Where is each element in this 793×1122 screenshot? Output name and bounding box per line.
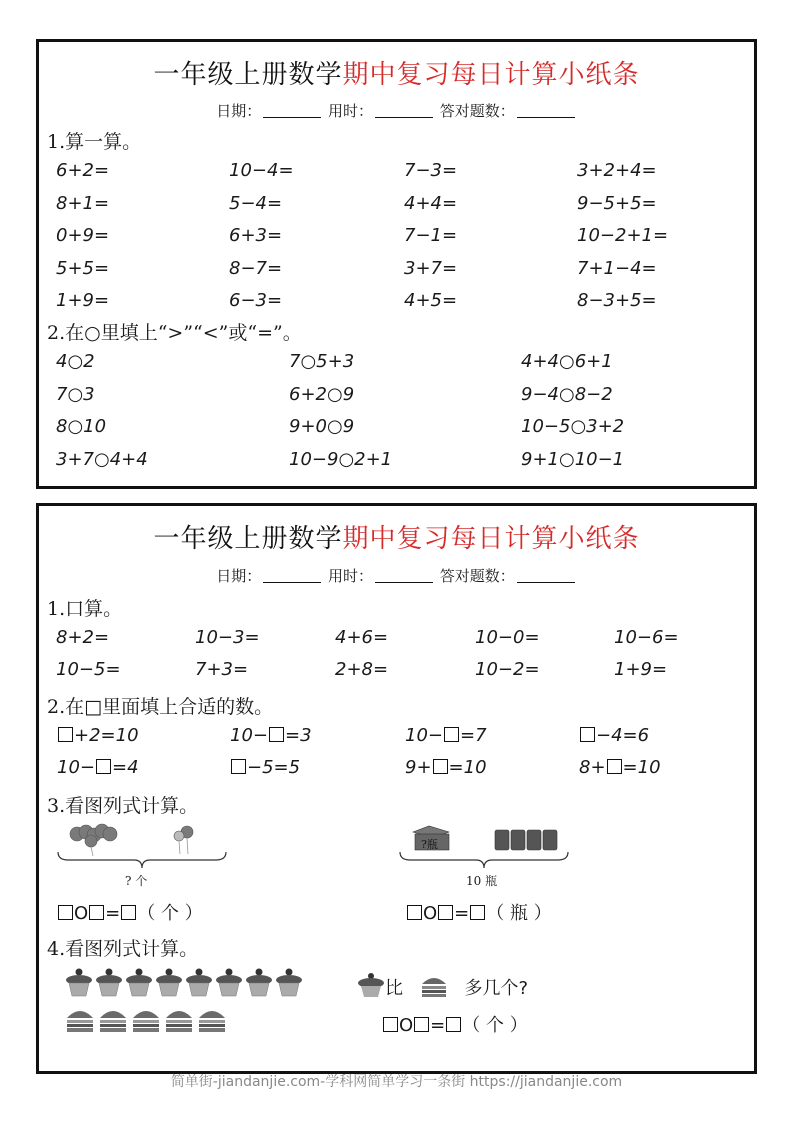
burger-icon xyxy=(419,974,449,998)
problem: 10−9○2+1 xyxy=(289,448,393,470)
section-1-heading: 1.口算。 xyxy=(47,598,123,620)
worksheet-1 xyxy=(36,39,757,489)
cupcake-icon xyxy=(185,968,213,998)
burgers-row xyxy=(65,1006,230,1038)
problem: 10−6= xyxy=(614,627,679,648)
problem: 3+7○4+4 xyxy=(56,448,148,470)
fill-in-problem: 10− =3 xyxy=(230,725,312,746)
problem: 10−0= xyxy=(475,627,540,648)
answer-box[interactable] xyxy=(58,905,73,920)
answer-box[interactable] xyxy=(121,905,136,920)
burger-icon xyxy=(65,1006,95,1034)
problem: 7+3= xyxy=(195,659,249,680)
answer-box[interactable] xyxy=(433,759,448,774)
answer-box[interactable] xyxy=(607,759,622,774)
score-field[interactable] xyxy=(517,103,575,118)
answer-box[interactable] xyxy=(414,1017,429,1032)
problem: 7○5+3 xyxy=(289,351,355,372)
problem: 9+1○10−1 xyxy=(521,448,625,470)
problem: 9+0○9 xyxy=(289,416,355,437)
problem: 10−4= xyxy=(229,160,294,181)
problem: 6+2○9 xyxy=(289,383,355,405)
problem: 10−5= xyxy=(56,659,121,680)
problem: 7−3= xyxy=(404,160,458,181)
problem: 10−5○3+2 xyxy=(521,416,625,437)
svg-text:?瓶: ?瓶 xyxy=(421,838,438,851)
cupcake-icon xyxy=(215,968,243,998)
problem: 5+5= xyxy=(56,257,110,279)
problem: 2+8= xyxy=(335,659,389,680)
answer-box[interactable] xyxy=(407,905,422,920)
time-field[interactable] xyxy=(375,568,433,583)
worksheet-2-meta: 日期： 用时： 答对题数： xyxy=(39,565,754,586)
answer-box[interactable] xyxy=(89,905,104,920)
compare-question: 比 多几个? xyxy=(357,972,528,1000)
problem: 6−3= xyxy=(229,290,283,311)
problem: 7○3 xyxy=(56,383,95,405)
equation-template-left: O = （ 个 ） xyxy=(57,899,203,925)
answer-box[interactable] xyxy=(383,1017,398,1032)
answer-box[interactable] xyxy=(269,727,284,742)
problem: 8−7= xyxy=(229,257,283,279)
section-2-heading: 2.在□里面填上合适的数。 xyxy=(47,696,274,718)
problem: 4○2 xyxy=(56,351,95,372)
burger-icon xyxy=(98,1006,128,1034)
cupcake-icon xyxy=(125,968,153,998)
burger-icon xyxy=(131,1006,161,1034)
answer-box[interactable] xyxy=(231,759,246,774)
problem: 4+4○6+1 xyxy=(521,351,613,372)
problem: 9−5+5= xyxy=(577,192,657,214)
equation-template-right: O = （ 瓶 ） xyxy=(406,899,552,925)
problem: 8+2= xyxy=(56,627,110,648)
problem: 10−2= xyxy=(475,659,540,680)
problem: 7−1= xyxy=(404,225,458,246)
worksheet-1-meta: 日期： 用时： 答对题数： xyxy=(39,100,754,121)
fill-in-problem: −4=6 xyxy=(579,725,649,746)
brace-left xyxy=(56,850,228,870)
section-1-heading: 1.算一算。 xyxy=(47,131,142,153)
problem: 6+2= xyxy=(56,160,110,181)
answer-box[interactable] xyxy=(470,905,485,920)
fill-in-problem: 10− =4 xyxy=(57,757,139,778)
problem: 8−3+5= xyxy=(577,290,657,311)
answer-box[interactable] xyxy=(438,905,453,920)
section-2-heading: 2.在○里填上“>”“<”或“=”。 xyxy=(47,322,302,344)
cupcake-icon xyxy=(245,968,273,998)
problem: 8○10 xyxy=(56,416,107,437)
cupcake-icon xyxy=(275,968,303,998)
brace-right xyxy=(398,850,570,870)
answer-box[interactable] xyxy=(444,727,459,742)
fill-in-problem: +2=10 xyxy=(57,725,139,746)
brace-left-label: ? 个 xyxy=(125,874,148,888)
section-4-heading: 4.看图列式计算。 xyxy=(47,938,199,960)
problem: 4+6= xyxy=(335,627,389,648)
brace-right-label: 10 瓶 xyxy=(466,874,498,888)
problem: 8+1= xyxy=(56,192,110,214)
burger-icon xyxy=(164,1006,194,1034)
problem: 3+7= xyxy=(404,257,458,279)
footer-watermark: 简单街-jiandanjie.com-学科网简单学习一条街 https://jiandanjie.com xyxy=(170,1074,623,1090)
fill-in-problem: 10− =7 xyxy=(405,725,487,746)
problem: 9−4○8−2 xyxy=(521,383,613,405)
problem: 1+9= xyxy=(56,290,110,311)
problem: 3+2+4= xyxy=(577,160,657,181)
problem: 5−4= xyxy=(229,192,283,214)
answer-box[interactable] xyxy=(96,759,111,774)
fill-in-problem: 9+ =10 xyxy=(405,757,487,778)
worksheet-2 xyxy=(36,503,757,1074)
date-field[interactable] xyxy=(263,103,321,118)
worksheet-1-title: 一年级上册数学期中复习每日计算小纸条 xyxy=(153,60,640,90)
cupcake-icon xyxy=(155,968,183,998)
date-field[interactable] xyxy=(263,568,321,583)
time-field[interactable] xyxy=(375,103,433,118)
answer-box[interactable] xyxy=(58,727,73,742)
problem: 4+5= xyxy=(404,290,458,311)
problem: 6+3= xyxy=(229,225,283,246)
answer-box[interactable] xyxy=(580,727,595,742)
problem: 1+9= xyxy=(614,659,668,680)
equation-template-compare: O = （ 个 ） xyxy=(382,1011,528,1037)
cupcake-icon xyxy=(357,972,385,998)
burger-icon xyxy=(197,1006,227,1034)
cupcake-icon xyxy=(65,968,93,998)
problem: 7+1−4= xyxy=(577,257,657,279)
problem: 4+4= xyxy=(404,192,458,214)
worksheet-2-title: 一年级上册数学期中复习每日计算小纸条 xyxy=(153,524,640,554)
cupcakes-row xyxy=(65,968,305,1002)
problem: 10−3= xyxy=(195,627,260,648)
score-field[interactable] xyxy=(517,568,575,583)
problem: 0+9= xyxy=(56,225,110,246)
answer-box[interactable] xyxy=(446,1017,461,1032)
fill-in-problem: −5=5 xyxy=(230,757,300,778)
fill-in-problem: 8+ =10 xyxy=(579,757,661,778)
section-3-heading: 3.看图列式计算。 xyxy=(47,795,199,817)
cupcake-icon xyxy=(95,968,123,998)
problem: 10−2+1= xyxy=(577,225,669,246)
